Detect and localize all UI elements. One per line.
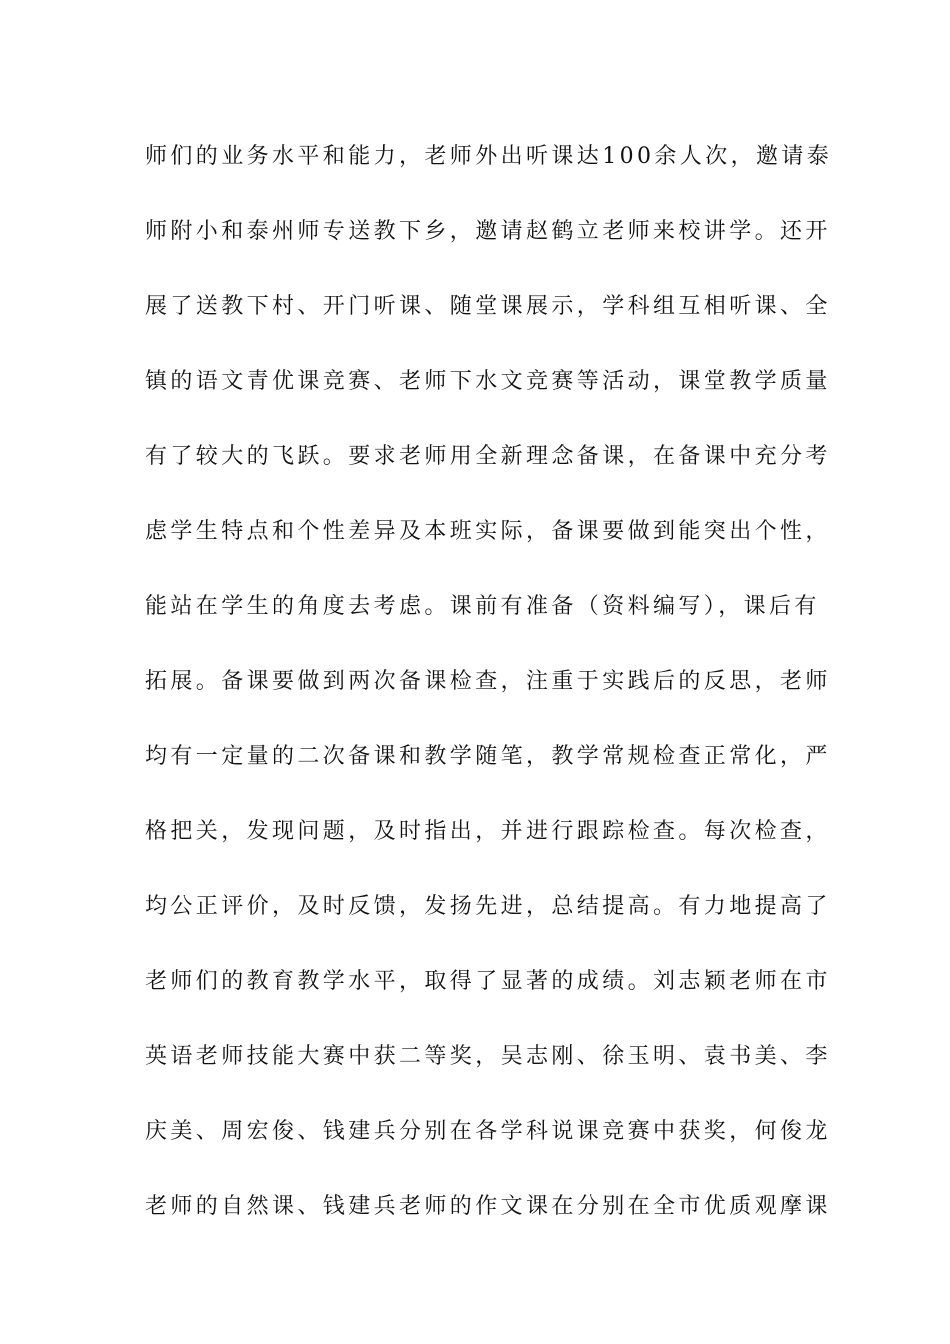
body-text xyxy=(145,132,833,1257)
text-line-5: 有了较大的飞跃。要求老师用全新理念备课，在备课中充分考 xyxy=(145,444,831,469)
text-line-11: 均公正评价，及时反馈，发扬先进，总结提高。有力地提高了 xyxy=(145,894,831,919)
text-line-2: 师附小和泰州师专送教下乡，邀请赵鹤立老师来校讲学。还开 xyxy=(145,219,831,244)
text-line-13: 英语老师技能大赛中获二等奖，吴志刚、徐玉明、袁书美、李 xyxy=(145,1044,831,1069)
text-line-4: 镇的语文青优课竞赛、老师下水文竞赛等活动，课堂教学质量 xyxy=(145,369,831,394)
text-line-3: 展了送教下村、开门听课、随堂课展示，学科组互相听课、全 xyxy=(145,294,831,319)
text-line-8: 拓展。备课要做到两次备课检查，注重于实践后的反思，老师 xyxy=(145,669,831,694)
text-line-1: 师们的业务水平和能力，老师外出听课达100余人次，邀请泰 xyxy=(145,144,833,169)
text-line-10: 格把关，发现问题，及时指出，并进行跟踪检查。每次检查， xyxy=(145,819,831,844)
text-line-6: 虑学生特点和个性差异及本班实际，备课要做到能突出个性， xyxy=(145,519,831,544)
text-line-9: 均有一定量的二次备课和教学随笔，教学常规检查正常化，严 xyxy=(145,744,831,769)
text-line-7: 能站在学生的角度去考虑。课前有准备（资料编写），课后有 xyxy=(145,594,820,619)
text-line-14: 庆美、周宏俊、钱建兵分别在各学科说课竞赛中获奖，何俊龙 xyxy=(145,1119,831,1144)
text-line-15: 老师的自然课、钱建兵老师的作文课在分别在全市优质观摩课 xyxy=(145,1194,831,1219)
text-line-12: 老师们的教育教学水平，取得了显著的成绩。刘志颖老师在市 xyxy=(145,969,831,994)
